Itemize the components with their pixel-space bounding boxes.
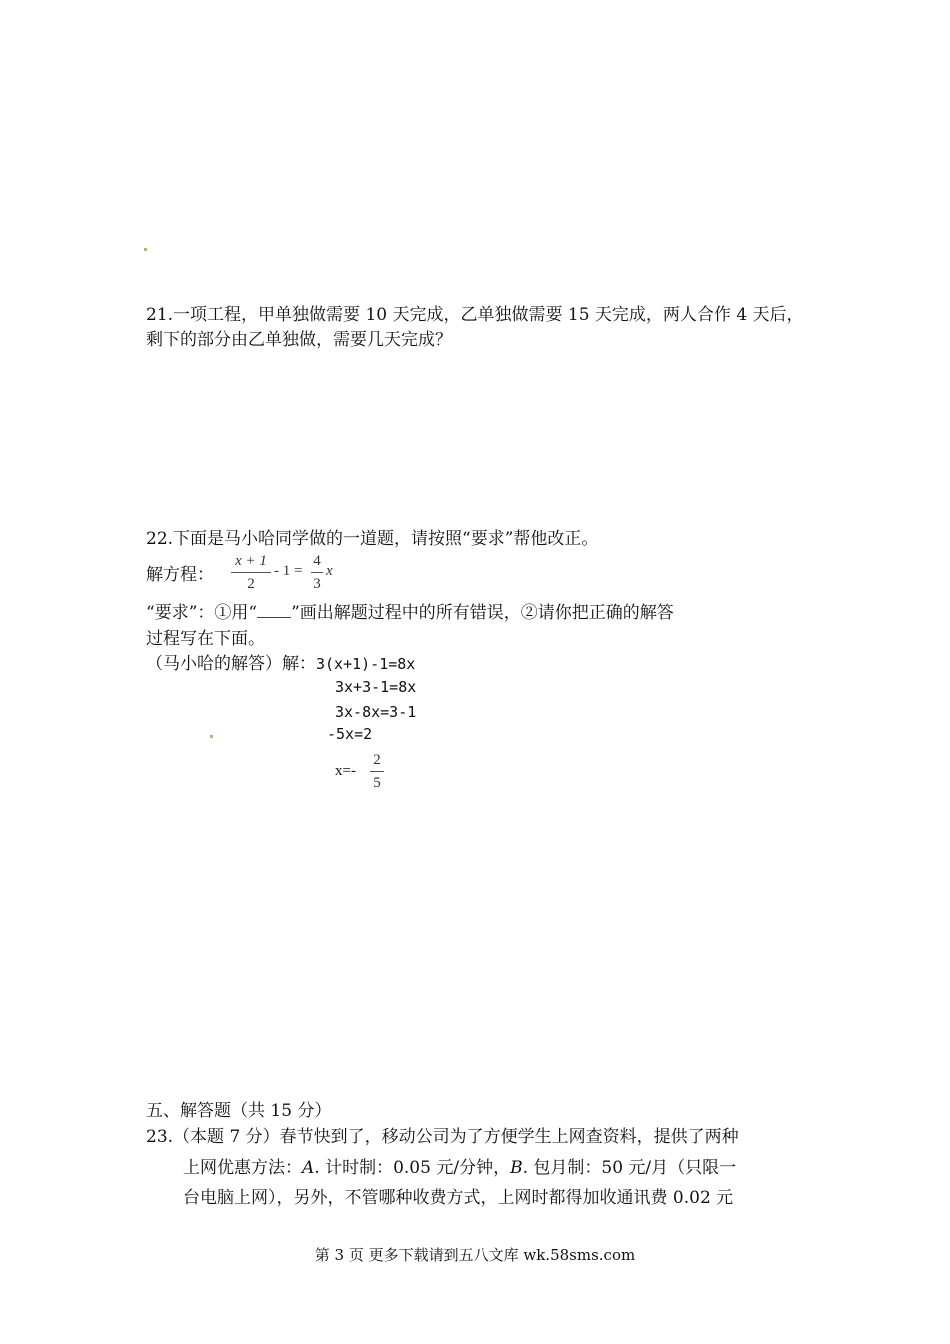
option-b-label: B. [510, 1158, 528, 1178]
solution-step-3: 3x-8x=3-1 [335, 703, 417, 721]
q22-title: 22.下面是马小哈同学做的一道题，请按照“要求”帮他改正。 [146, 529, 599, 549]
q23-line-2-c: 包月制：50 元/月（只限一 [527, 1158, 737, 1178]
equation-variable: x [326, 563, 333, 579]
fraction-denominator: 3 [313, 576, 321, 592]
fraction-bar [370, 771, 384, 772]
fraction-bar [311, 572, 323, 573]
solution-step-1: 3(x+1)-1=8x [316, 655, 416, 673]
q22-requirement-line-1 [146, 600, 674, 626]
solution-label [146, 651, 415, 677]
q22-requirement-line-2: 过程写在下面。 [146, 629, 265, 649]
speck-mark [144, 248, 147, 251]
q21-line-2: 剩下的部分由乙单独做，需要几天完成？ [146, 330, 452, 350]
solution-step-5-fraction [370, 750, 384, 793]
equation-middle: - 1 = [274, 563, 303, 579]
page-footer: 第 3 页 更多下载请到五八文库 wk.58sms.com [314, 1246, 636, 1264]
fraction-numerator: 4 [313, 553, 321, 569]
underline-marker [257, 603, 291, 618]
section-heading: 五、解答题（共 15 分） [146, 1101, 332, 1121]
requirement-text-a: “要求”：①用“ [146, 603, 258, 623]
fraction-denominator: 2 [247, 576, 255, 592]
fraction-denominator: 5 [373, 775, 381, 791]
fraction-numerator: 2 [373, 752, 381, 768]
fraction-bar [231, 572, 271, 573]
q22-equation-label: 解方程： [146, 565, 214, 585]
solution-label-text: （马小哈的解答）解： [146, 654, 316, 674]
option-a-label: A. [302, 1158, 320, 1178]
q23-line-2-a: 上网优惠方法： [183, 1158, 302, 1178]
requirement-text-b: ”画出解题过程中的所有错误，②请你把正确的解答 [291, 603, 674, 623]
fraction-numerator: x + 1 [235, 553, 267, 569]
solution-step-4: -5x=2 [327, 725, 373, 743]
q21-line-1: 21.一项工程，甲单独做需要 10 天完成，乙单独做需要 15 天完成，两人合作 4 天后， [146, 305, 804, 325]
equation-fraction-left [231, 551, 271, 594]
q23-line-2-b: 计时制：0.05 元/分钟， [319, 1158, 511, 1178]
q23-line-1: 23.（本题 7 分）春节快到了，移动公司为了方便学生上网查资料，提供了两种 [146, 1127, 739, 1147]
equation-fraction-right [311, 551, 323, 594]
solution-step-2: 3x+3-1=8x [335, 678, 417, 696]
q23-line-2 [183, 1155, 736, 1181]
q23-line-3: 台电脑上网），另外，不管哪种收费方式，上网时都得加收通讯费 0.02 元 [183, 1188, 734, 1208]
solution-step-5-prefix: x=- [335, 763, 356, 779]
speck-mark [210, 735, 213, 738]
